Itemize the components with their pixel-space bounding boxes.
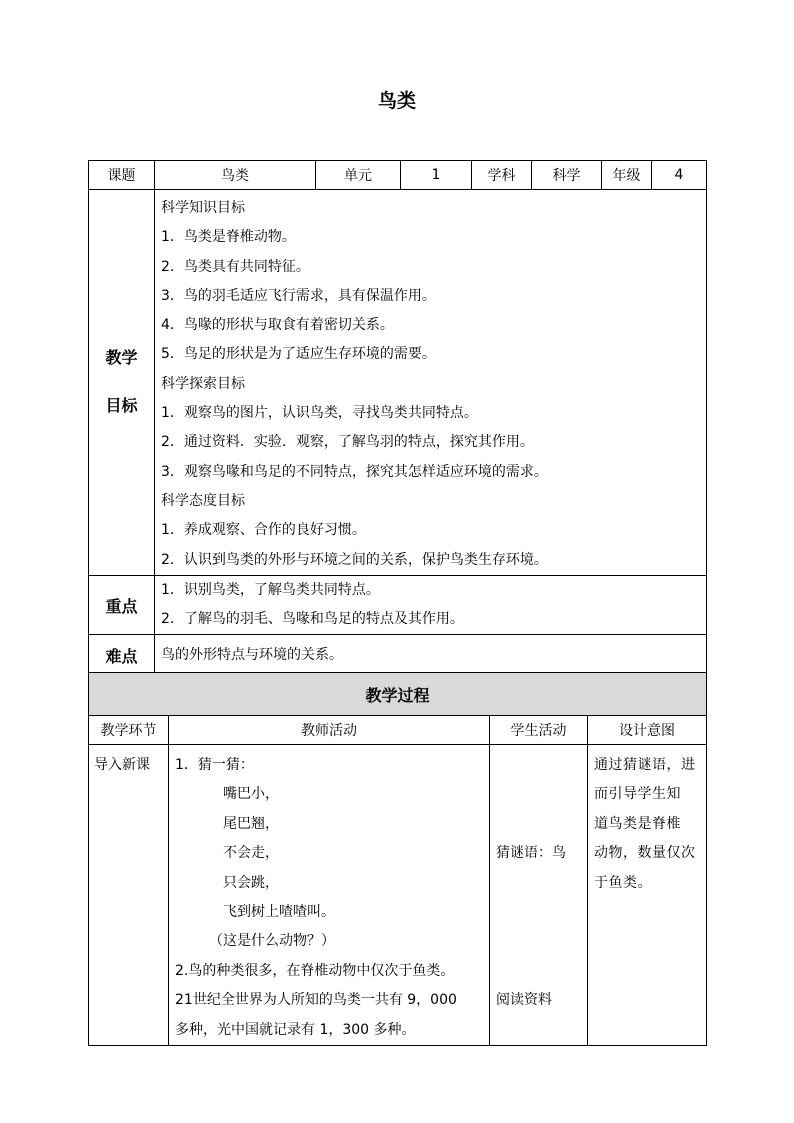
objective-line: 1．鸟类是脊椎动物。 — [161, 229, 296, 246]
objective-line: 3．鸟的羽毛适应飞行需求，具有保温作用。 — [161, 287, 436, 304]
objectives-label-line1: 教学 — [105, 348, 138, 368]
teacher-line: 2.鸟的种类很多，在脊椎动物中仅次于鱼类。 — [175, 962, 455, 979]
teacher-line: 多种，光中国就记录有 1，300 多种。 — [175, 1021, 416, 1038]
student-line — [490, 957, 587, 986]
page-title: 鸟类 — [377, 90, 416, 112]
header-stage: 教学环节 — [89, 716, 169, 745]
design-intent — [588, 745, 707, 1046]
stage-name: 导入新课 — [94, 757, 150, 773]
subject-label: 学科 — [472, 161, 532, 190]
teacher-line: 只会跳， — [223, 874, 279, 891]
teaching-process-table — [88, 672, 707, 1046]
objectives-label-line2: 目标 — [105, 396, 138, 416]
objectives-content — [155, 190, 707, 576]
key-point-line: 2．了解鸟的羽毛、鸟喙和鸟足的特点及其作用。 — [161, 611, 464, 628]
objective-line: 1．观察鸟的图片，认识鸟类，寻找鸟类共同特点。 — [161, 405, 478, 422]
student-line — [490, 927, 587, 956]
teacher-line: （这是什么动物？） — [209, 933, 335, 950]
difficulty-content — [155, 635, 707, 676]
header-intent: 设计意图 — [588, 716, 707, 745]
student-line — [490, 898, 587, 927]
key-points-label: 重点 — [89, 575, 155, 635]
lesson-info-table — [88, 160, 707, 676]
objective-line: 2．通过资料．实验．观察，了解鸟羽的特点，探究其作用。 — [161, 434, 534, 451]
difficulty-text: 鸟的外形特点与环境的关系。 — [161, 646, 343, 663]
stage-cell — [89, 745, 169, 1046]
header-teacher: 教师活动 — [169, 716, 490, 745]
intent-line: 动物，数量仅次 — [594, 845, 696, 862]
objective-line: 4．鸟喙的形状与取食有着密切关系。 — [161, 317, 394, 334]
grade-value: 4 — [652, 161, 707, 190]
intent-line: 而引导学生知 — [594, 786, 681, 803]
student-line — [490, 751, 587, 780]
intent-line: 于鱼类。 — [594, 874, 652, 891]
objective-line: 1．养成观察、合作的良好习惯。 — [161, 522, 366, 539]
key-point-line: 1．识别鸟类，了解鸟类共同特点。 — [161, 581, 380, 598]
objective-line: 科学知识目标 — [161, 200, 245, 216]
unit-label: 单元 — [316, 161, 401, 190]
student-activity — [490, 745, 588, 1046]
teacher-line: 21世纪全世界为人所知的鸟类一共有 9，000 — [175, 992, 457, 1009]
teacher-line: 飞到树上喳喳叫。 — [223, 903, 335, 920]
student-line — [490, 810, 587, 839]
objective-line: 2．认识到鸟类的外形与环境之间的关系，保护鸟类生存环境。 — [161, 551, 548, 568]
objective-line: 3．观察鸟喙和鸟足的不同特点，探究其怎样适应环境的需求。 — [161, 463, 548, 480]
difficulty-label: 难点 — [89, 635, 155, 676]
key-points-content — [155, 575, 707, 635]
teacher-line: 尾巴翘， — [223, 815, 279, 832]
objective-line: 5．鸟足的形状是为了适应生存环境的需要。 — [161, 346, 436, 363]
grade-label: 年级 — [602, 161, 652, 190]
unit-value: 1 — [401, 161, 472, 190]
student-line — [490, 780, 587, 809]
process-band-title: 教学过程 — [89, 673, 707, 716]
header-student: 学生活动 — [490, 716, 588, 745]
objectives-label — [89, 190, 155, 576]
student-line — [490, 869, 587, 898]
teacher-activity — [169, 745, 490, 1046]
objective-line: 科学探索目标 — [161, 375, 245, 392]
intent-line: 道鸟类是脊椎 — [594, 815, 681, 832]
topic-value: 鸟类 — [155, 161, 316, 190]
topic-label: 课题 — [89, 161, 155, 190]
teacher-line: 不会走， — [223, 845, 279, 862]
student-line: 阅读资料 — [496, 992, 552, 1009]
subject-value: 科学 — [532, 161, 602, 190]
teacher-line: 嘴巴小， — [223, 786, 279, 803]
objective-line: 科学态度目标 — [161, 492, 245, 509]
intent-line: 通过猜谜语，进 — [594, 757, 696, 773]
objective-line: 2．鸟类具有共同特征。 — [161, 258, 310, 275]
student-line — [490, 1016, 587, 1045]
teacher-line: 1．猜一猜： — [175, 757, 254, 773]
student-line: 猜谜语：鸟 — [496, 845, 566, 862]
